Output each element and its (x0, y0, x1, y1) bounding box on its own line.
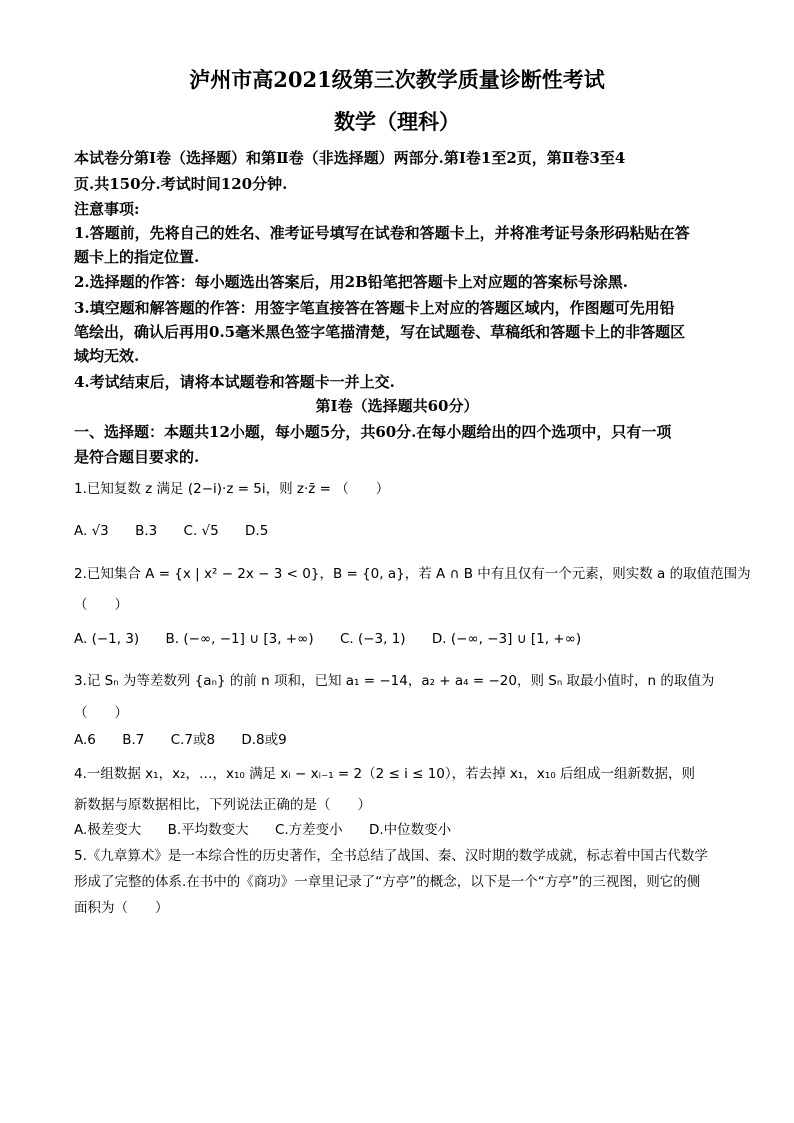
q2-stem: 2.已知集合 A = {x | x² − 2x − 3 < 0}，B = {0, a}，若 A ∩ B 中有且仅有一个元素，则实数 a 的取值范围为 (74, 566, 751, 582)
q1-option-d: D.5 (245, 523, 269, 539)
notice-3a: 3.填空题和解答题的作答：用签字笔直接答在答题卡上对应的答题区域内，作图题可先用铅 (74, 299, 675, 317)
q1-option-a: A. √3 (74, 523, 109, 539)
q3-option-a: A.6 (74, 732, 96, 748)
q3-option-b: B.7 (122, 732, 145, 748)
exam-subtitle: 数学（理科） (334, 109, 460, 134)
q2-option-c: C. (−3, 1) (339, 631, 406, 647)
notice-1b: 题卡上的指定位置. (74, 248, 200, 266)
q1-option-b: B.3 (135, 523, 158, 539)
q1-option-c: C. √5 (183, 523, 219, 539)
q2-option-a: A. (−1, 3) (74, 631, 140, 647)
section-desc-2: 是符合题目要求的. (74, 448, 200, 466)
q3-option-c: C.7或8 (170, 732, 216, 748)
intro-line-2: 页.共150分.考试时间120分钟. (74, 175, 288, 193)
notice-1a: 1.答题前，先将自己的姓名、准考证号填写在试卷和答题卡上，并将准考证号条形码粘贴在答 (74, 224, 690, 242)
q3-paren: （ ） (74, 705, 128, 721)
notice-2: 2.选择题的作答：每小题选出答案后，用2B铅笔把答题卡上对应题的答案标号涂黑. (74, 273, 629, 291)
q4-option-b: B.平均数变大 (167, 822, 249, 838)
q4-stem-2: 新数据与原数据相比，下列说法正确的是（ ） (74, 797, 371, 813)
q2-option-b: B. (−∞, −1] ∪ [3, +∞) (165, 631, 314, 647)
q1-stem: 1.已知复数 z 满足 (2−i)·z = 5i，则 z·z̄ = （ ） (74, 481, 390, 497)
q4-option-c: C.方差变小 (274, 822, 343, 838)
q3-options (74, 729, 734, 751)
q3-option-d: D.8或9 (241, 732, 287, 748)
intro-line-1: 本试卷分第Ⅰ卷（选择题）和第Ⅱ卷（非选择题）两部分.第Ⅰ卷1至2页，第Ⅱ卷3至4 (74, 149, 626, 167)
q2-option-d: D. (−∞, −3] ∪ [1, +∞) (431, 631, 582, 647)
q1-options (74, 520, 734, 542)
exam-title: 泸州市高2021级第三次教学质量诊断性考试 (189, 67, 605, 92)
q2-paren: （ ） (74, 597, 128, 613)
q4-option-a: A.极差变大 (74, 822, 142, 838)
notice-3c: 域均无效. (74, 347, 140, 365)
q5-stem-1: 5.《九章算术》是一本综合性的历史著作，全书总结了战国、秦、汉时期的数学成就，标志着中国古代数学 (74, 848, 708, 864)
section-desc-1: 一、选择题：本题共12小题，每小题5分，共60分.在每小题给出的四个选项中，只有一项 (74, 423, 672, 441)
q5-stem-2: 形成了完整的体系.在书中的《商功》一章里记录了“方亭”的概念，以下是一个“方亭”的三视图，则它的侧 (74, 874, 701, 890)
q4-stem-1: 4.一组数据 x₁，x₂，…，x₁₀ 满足 xᵢ − xᵢ₋₁ = 2（2 ≤ i ≤ 10），若去掉 x₁，x₁₀ 后组成一组新数据，则 (74, 766, 695, 782)
q3-stem: 3.记 Sₙ 为等差数列 {aₙ} 的前 n 项和，已知 a₁ = −14，a₂ + a₄ = −20，则 Sₙ 取最小值时，n 的取值为 (74, 673, 715, 689)
q2-options (74, 628, 734, 650)
q4-option-d: D.中位数变小 (368, 822, 452, 838)
q4-options (74, 819, 734, 841)
section-heading: 第Ⅰ卷（选择题共60分） (315, 397, 479, 415)
notice-3b: 笔绘出，确认后再用0.5毫米黑色签字笔描清楚，写在试题卷、草稿纸和答题卡上的非答题区 (74, 323, 686, 341)
notice-heading: 注意事项: (74, 200, 140, 218)
notice-4: 4.考试结束后，请将本试题卷和答题卡一并上交. (74, 373, 395, 391)
q5-stem-3: 面积为（ ） (74, 900, 169, 916)
